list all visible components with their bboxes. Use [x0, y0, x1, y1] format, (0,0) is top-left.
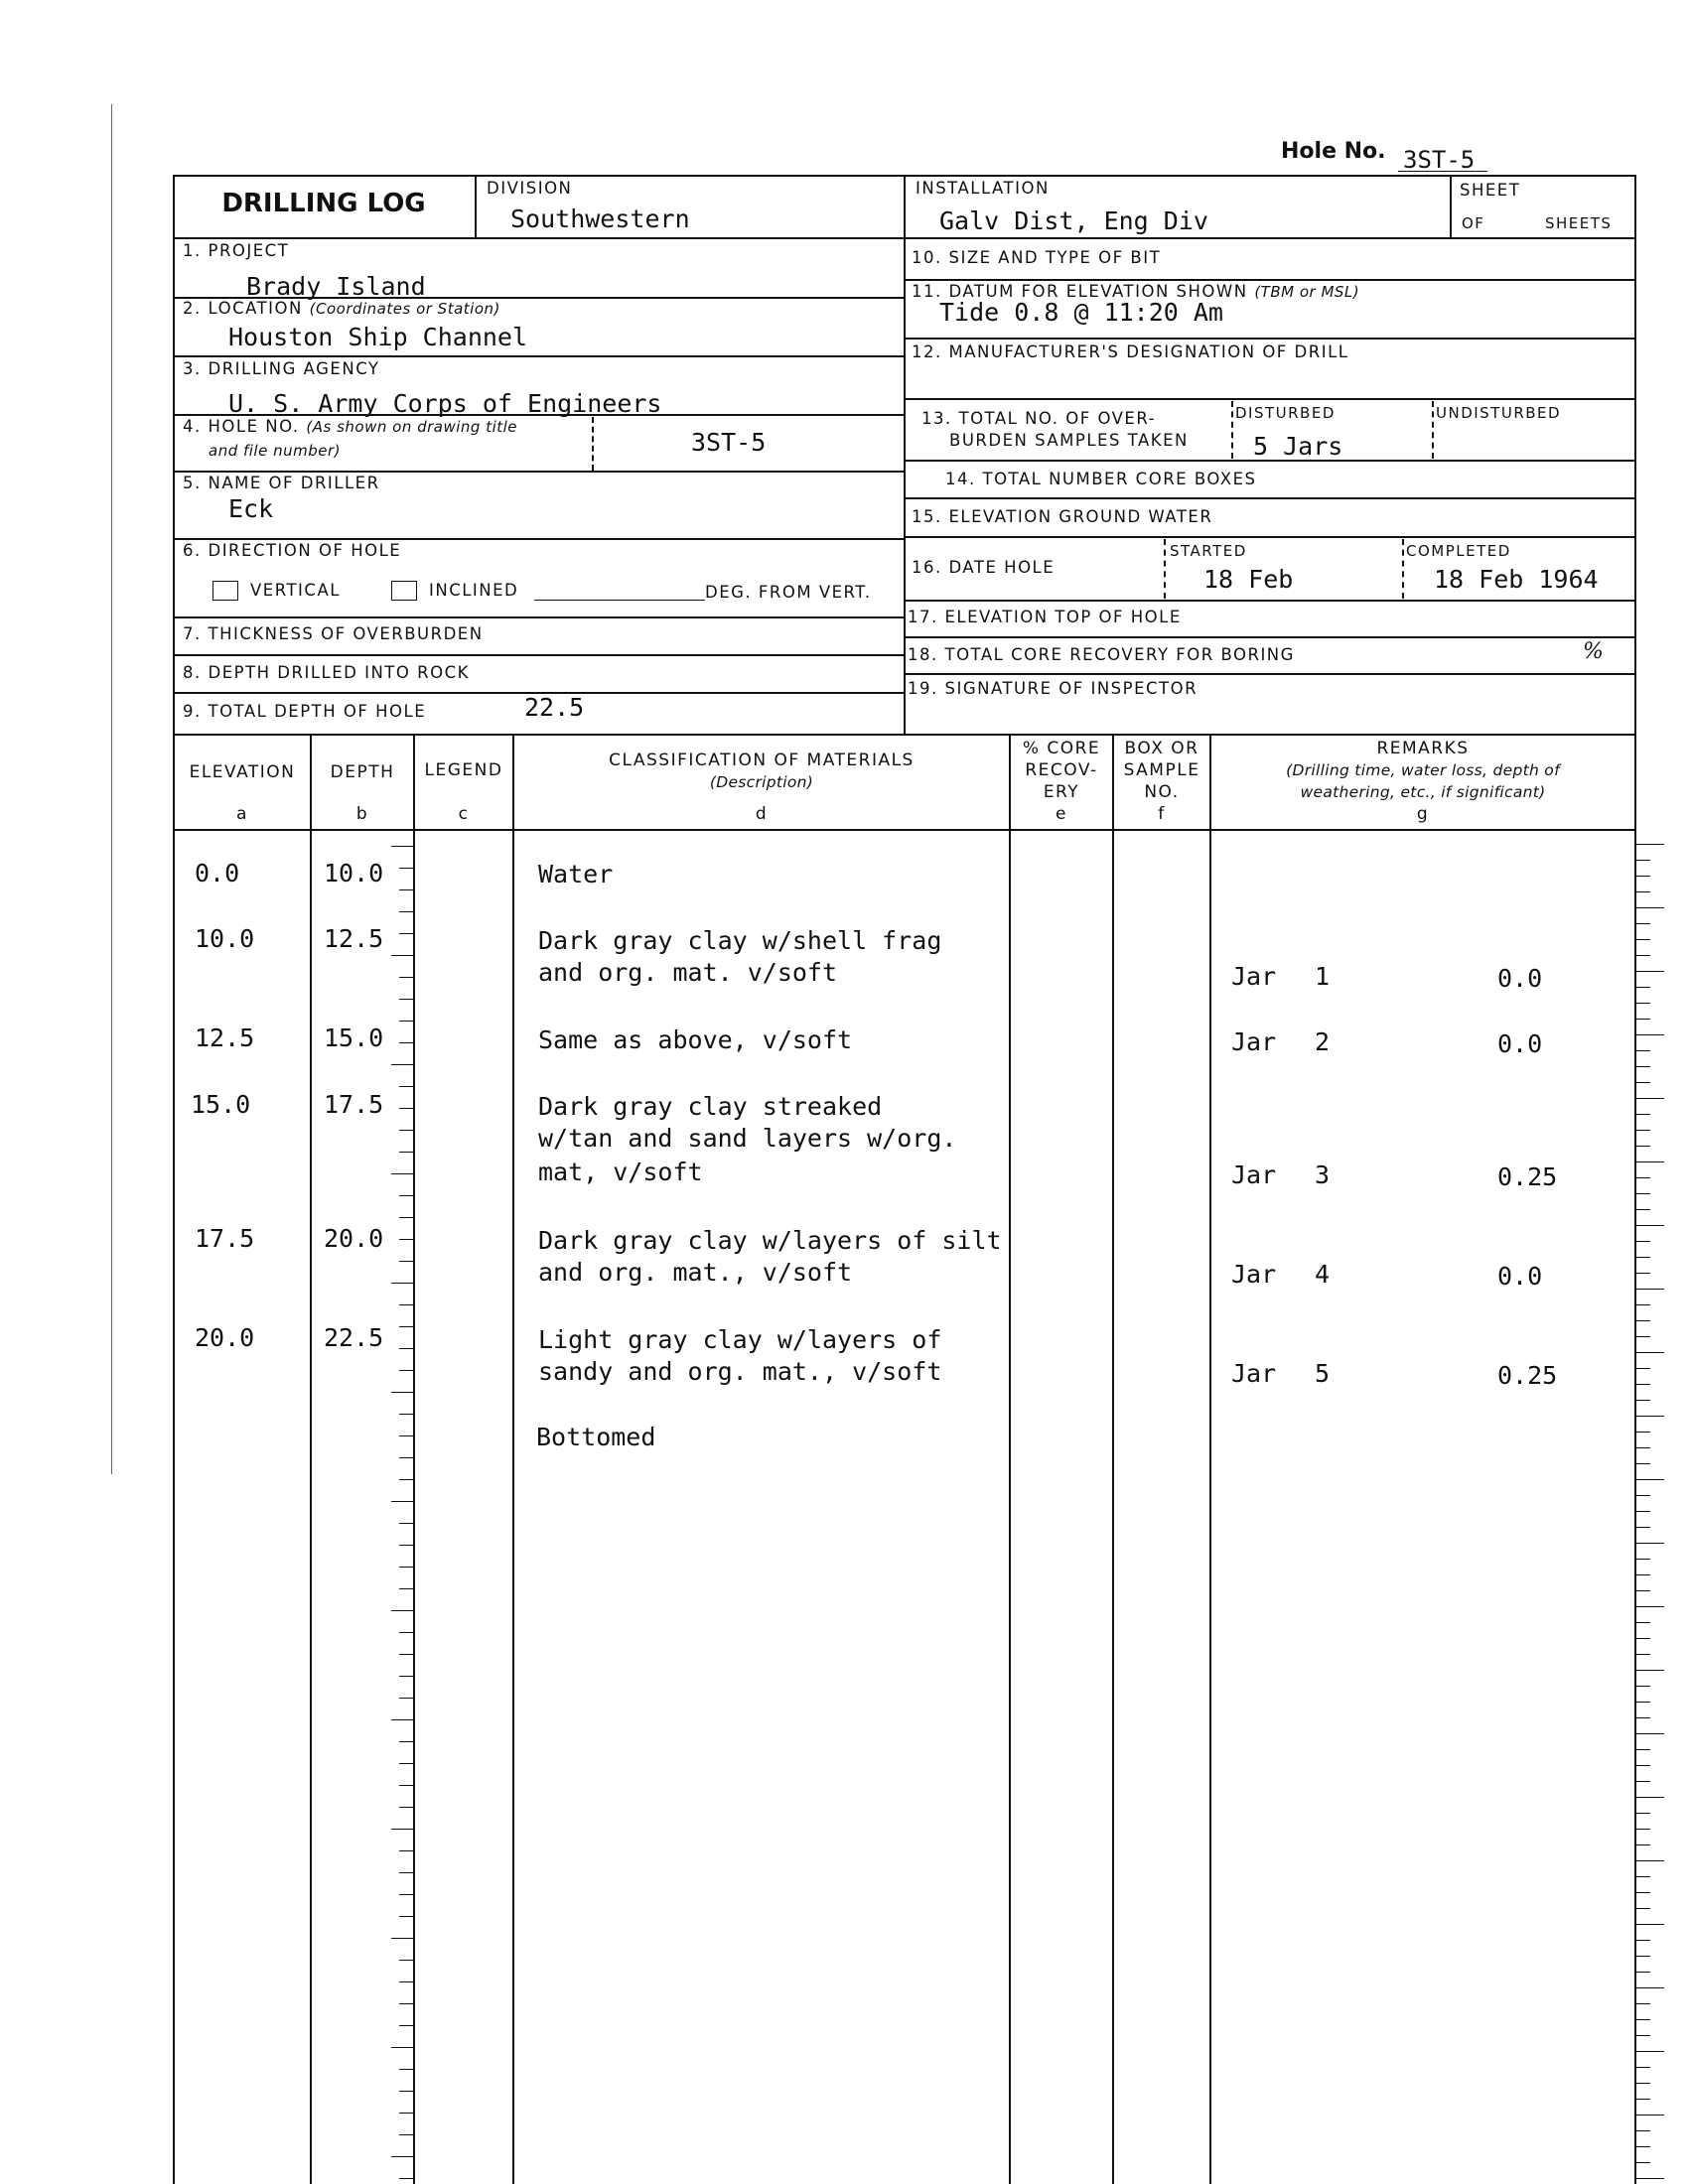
row-depth: 12.5	[324, 924, 384, 953]
ruler-tick	[1636, 1495, 1650, 1496]
ruler-tick	[1636, 876, 1650, 877]
ruler-tick	[1636, 1844, 1650, 1845]
ruler-tick	[1636, 1956, 1650, 1957]
col-classification: CLASSIFICATION OF MATERIALS	[609, 751, 915, 770]
row-jar-no: 1	[1315, 962, 1331, 991]
frame-left	[173, 175, 175, 2184]
col-classification-sub: (Description)	[709, 773, 814, 791]
ruler-tick	[1636, 971, 1664, 972]
started-value: 18 Feb	[1203, 565, 1294, 594]
ruler-tick	[1636, 1082, 1650, 1083]
ruler-tick	[1636, 1781, 1650, 1782]
depth-tick	[399, 1960, 413, 1961]
samples-label-1: 13. TOTAL NO. OF OVER-	[921, 409, 1157, 428]
depth-tick	[399, 1850, 413, 1851]
ruler-tick	[1636, 1813, 1650, 1814]
elev-top-label: 17. ELEVATION TOP OF HOLE	[908, 608, 1182, 626]
ruler-tick	[1636, 1702, 1650, 1703]
depth-tick	[399, 977, 413, 978]
depth-tick	[399, 1108, 413, 1109]
col-core-2: RECOV-	[1025, 760, 1098, 780]
ruler-tick	[1636, 2146, 1650, 2147]
bit-label: 10. SIZE AND TYPE OF BIT	[912, 248, 1162, 267]
percent-sign: %	[1583, 639, 1604, 664]
depth-tick	[399, 1414, 413, 1415]
ruler-tick	[1636, 1019, 1650, 1020]
depth-tick	[399, 1021, 413, 1022]
depth-tick	[399, 1130, 413, 1131]
ruler-tick	[1636, 1924, 1664, 1925]
ruler-tick	[1636, 2003, 1650, 2004]
depth-tick	[391, 1938, 413, 1939]
row-elevation: 17.5	[195, 1224, 255, 1253]
ruler-tick	[1636, 1940, 1650, 1941]
ruler-tick	[1636, 1193, 1650, 1194]
row-description: sandy and org. mat., v/soft	[538, 1357, 942, 1386]
row-description: Dark gray clay streaked	[538, 1092, 883, 1121]
depth-tick	[399, 1152, 413, 1153]
ruler-tick	[1636, 1892, 1650, 1893]
inclined-checkbox[interactable]	[391, 581, 417, 601]
col-elevation: ELEVATION	[189, 762, 296, 782]
ruler-tick	[1636, 2019, 1650, 2020]
disturbed-label: DISTURBED	[1235, 404, 1336, 422]
ruler-tick	[1636, 2162, 1650, 2163]
ruler-tick	[1636, 923, 1650, 924]
disturbed-value: 5 Jars	[1253, 432, 1343, 461]
row-value: 0.25	[1497, 1361, 1558, 1390]
table-header-bottom	[173, 829, 1636, 831]
row-depth: 15.0	[324, 1024, 384, 1052]
ruler-tick	[1636, 1733, 1664, 1734]
row-description: mat, v/soft	[538, 1158, 703, 1186]
row-description: and org. mat., v/soft	[538, 1258, 853, 1287]
thickness-label: 7. THICKNESS OF OVERBURDEN	[183, 624, 484, 643]
col-core-3: ERY	[1043, 782, 1080, 802]
depth-tick	[391, 1829, 413, 1830]
installation-value: Galv Dist, Eng Div	[939, 206, 1208, 235]
depth-tick	[399, 1239, 413, 1240]
row-jar: Jar	[1231, 1359, 1277, 1388]
ruler-tick	[1636, 1257, 1650, 1258]
ruler-tick	[1636, 1209, 1650, 1210]
hole-no-value: 3ST-5	[1403, 146, 1476, 174]
ruler-tick	[1636, 1717, 1650, 1718]
col-depth-letter: b	[355, 804, 369, 824]
ruler-tick	[1636, 1972, 1650, 1973]
depth-tick	[399, 2091, 413, 2092]
undisturbed-label: UNDISTURBED	[1436, 404, 1562, 422]
ruler-tick	[1636, 1543, 1664, 1544]
depth-tick	[399, 1545, 413, 1546]
ruler-tick	[1636, 2115, 1664, 2116]
ruler-tick	[1636, 987, 1650, 988]
depth-tick	[399, 1435, 413, 1436]
core-boxes-label: 14. TOTAL NUMBER CORE BOXES	[945, 470, 1257, 488]
ruler-tick	[1636, 1003, 1650, 1004]
ruler-tick	[1636, 1606, 1664, 1607]
depth-tick	[399, 1370, 413, 1371]
depth-tick	[399, 1894, 413, 1895]
depth-tick	[399, 911, 413, 912]
ruler-tick	[1636, 1463, 1650, 1464]
datum-label: 11. DATUM FOR ELEVATION SHOWN (TBM or MSL)	[912, 282, 1360, 301]
ruler-tick	[1636, 1050, 1650, 1051]
hole-no-field-value: 3ST-5	[691, 428, 767, 457]
direction-label: 6. DIRECTION OF HOLE	[183, 541, 402, 560]
depth-tick	[399, 1195, 413, 1196]
ruler-tick	[1636, 1368, 1650, 1369]
driller-value: Eck	[228, 494, 274, 523]
completed-label: COMPLETED	[1406, 542, 1511, 560]
col-legend: LEGEND	[424, 760, 503, 780]
col-core-letter: e	[1056, 804, 1067, 824]
location-value: Houston Ship Channel	[228, 323, 528, 351]
depth-tick	[399, 1981, 413, 1982]
depth-tick	[391, 1610, 413, 1611]
ruler-tick	[1636, 844, 1664, 845]
row-elevation: 20.0	[195, 1323, 255, 1352]
ruler-tick	[1636, 891, 1650, 892]
row-jar: Jar	[1231, 1027, 1277, 1056]
vertical-label: VERTICAL	[250, 581, 341, 600]
row-elevation: 10.0	[195, 924, 255, 953]
ruler-tick	[1636, 907, 1664, 908]
ruler-tick	[1636, 1987, 1664, 1988]
depth-tick	[399, 1785, 413, 1786]
row-jar-no: 3	[1315, 1160, 1331, 1189]
sheet-label: SHEET	[1460, 181, 1521, 200]
form-title: DRILLING LOG	[221, 189, 426, 218]
started-label: STARTED	[1170, 542, 1247, 560]
depth-tick	[391, 1173, 413, 1174]
ruler-tick	[1636, 1416, 1664, 1417]
project-value: Brady Island	[246, 272, 426, 301]
depth-tick	[399, 2113, 413, 2114]
ruler-tick	[1636, 1829, 1650, 1830]
ruler-tick	[1636, 1797, 1664, 1798]
agency-label: 3. DRILLING AGENCY	[183, 359, 380, 378]
row-elevation: 15.0	[191, 1090, 251, 1119]
ruler-tick	[1636, 1241, 1650, 1242]
ruler-tick	[1636, 1432, 1650, 1433]
row-value: 0.0	[1497, 964, 1543, 993]
ruler-tick	[1636, 1114, 1650, 1115]
row-jar-no: 4	[1315, 1260, 1331, 1289]
ruler-tick	[1636, 1574, 1650, 1575]
depth-tick	[391, 1064, 413, 1065]
depth-tick	[391, 1392, 413, 1393]
depth-tick	[399, 1698, 413, 1699]
col-legend-letter: c	[458, 804, 470, 824]
core-recovery-label: 18. TOTAL CORE RECOVERY FOR BORING	[908, 645, 1295, 664]
ruler-tick	[1636, 1177, 1650, 1178]
depth-tick	[399, 1916, 413, 1917]
depth-tick	[391, 1283, 413, 1284]
col-remarks: REMARKS	[1376, 739, 1470, 758]
depth-tick	[399, 1348, 413, 1349]
col-elevation-letter: a	[236, 804, 248, 824]
ruler-tick	[1636, 1638, 1650, 1639]
depth-tick	[399, 1676, 413, 1677]
depth-tick	[399, 868, 413, 869]
row-depth: 10.0	[324, 859, 384, 887]
ruler-tick	[1636, 1225, 1664, 1226]
project-label: 1. PROJECT	[183, 241, 290, 260]
ruler-tick	[1636, 1320, 1650, 1321]
ruler-tick	[1636, 1304, 1650, 1305]
row-jar: Jar	[1231, 962, 1277, 991]
depth-tick	[399, 999, 413, 1000]
division-value: Southwestern	[510, 205, 690, 233]
inspector-label: 19. SIGNATURE OF INSPECTOR	[908, 679, 1198, 698]
col-box-1: BOX OR	[1124, 739, 1199, 758]
depth-tick	[391, 2156, 413, 2157]
ruler-tick	[1636, 860, 1650, 861]
deg-label: DEG. FROM VERT.	[705, 583, 872, 602]
col-box-letter: f	[1158, 804, 1166, 824]
ruler-tick	[1636, 1400, 1650, 1401]
ruler-tick	[1636, 1860, 1664, 1861]
depth-tick	[399, 2069, 413, 2070]
inclined-label: INCLINED	[429, 581, 519, 600]
depth-tick	[399, 1217, 413, 1218]
ruler-tick	[1636, 1273, 1650, 1274]
row-description: Light gray clay w/layers of	[538, 1325, 942, 1354]
depth-tick	[399, 1304, 413, 1305]
ruler-tick	[1636, 1066, 1650, 1067]
depth-tick	[399, 2003, 413, 2004]
col-box-2: SAMPLE	[1123, 760, 1200, 780]
depth-tick	[399, 1042, 413, 1043]
ruler-tick	[1636, 1670, 1664, 1671]
depth-tick	[399, 2025, 413, 2026]
depth-tick	[391, 1719, 413, 1720]
ruler-tick	[1636, 2067, 1650, 2068]
row-value: 0.25	[1497, 1162, 1558, 1191]
row-elevation: 12.5	[195, 1024, 255, 1052]
ruler-tick	[1636, 1654, 1650, 1655]
ruler-tick	[1636, 2051, 1664, 2052]
ruler-tick	[1636, 1289, 1664, 1290]
ruler-tick	[1636, 1146, 1650, 1147]
of-label: OF	[1462, 214, 1485, 232]
ruler-tick	[1636, 1876, 1650, 1877]
depth-tick	[391, 1501, 413, 1502]
depth-tick	[399, 2134, 413, 2135]
division-label: DIVISION	[487, 179, 573, 198]
ground-water-label: 15. ELEVATION GROUND WATER	[912, 507, 1213, 526]
hole-no-label: Hole No.	[1281, 139, 1386, 164]
depth-tick	[399, 1479, 413, 1480]
ruler-tick	[1636, 1352, 1664, 1353]
row-description: w/tan and sand layers w/org.	[538, 1124, 957, 1153]
col-depth: DEPTH	[330, 762, 395, 782]
ruler-tick	[1636, 1749, 1650, 1750]
row-value: 0.0	[1497, 1262, 1543, 1291]
location-label: 2. LOCATION (Coordinates or Station)	[183, 299, 500, 318]
row-jar: Jar	[1231, 1160, 1277, 1189]
ruler-tick	[1636, 1336, 1650, 1337]
ruler-tick	[1636, 2099, 1650, 2100]
depth-tick	[399, 1326, 413, 1327]
row-description: Dark gray clay w/layers of silt	[538, 1226, 1002, 1255]
ruler-tick	[1636, 2035, 1650, 2036]
depth-rock-label: 8. DEPTH DRILLED INTO ROCK	[183, 663, 470, 682]
depth-tick	[399, 1872, 413, 1873]
depth-tick	[399, 1632, 413, 1633]
row-elevation: 0.0	[195, 859, 240, 887]
depth-tick	[399, 889, 413, 890]
ruler-tick	[1636, 1559, 1650, 1560]
row-value: 0.0	[1497, 1029, 1543, 1058]
agency-value: U. S. Army Corps of Engineers	[228, 389, 662, 418]
col-remarks-sub-1: (Drilling time, water loss, depth of	[1286, 761, 1560, 779]
driller-label: 5. NAME OF DRILLER	[183, 474, 380, 492]
total-depth-value: 22.5	[524, 693, 585, 722]
ruler-tick	[1636, 1034, 1664, 1035]
depth-tick	[391, 846, 413, 847]
samples-label-2: BURDEN SAMPLES TAKEN	[949, 431, 1189, 450]
row-depth: 17.5	[324, 1090, 384, 1119]
ruler-tick	[1636, 1447, 1650, 1448]
depth-tick	[399, 2178, 413, 2179]
depth-tick	[399, 933, 413, 934]
row-description: Dark gray clay w/shell frag	[538, 926, 942, 955]
completed-value: 18 Feb 1964	[1434, 565, 1599, 594]
row-description: Same as above, v/soft	[538, 1025, 853, 1054]
ruler-tick	[1636, 2083, 1650, 2084]
ruler-tick	[1636, 1098, 1664, 1099]
col-box-3: NO.	[1144, 782, 1180, 802]
row-depth: 22.5	[324, 1323, 384, 1352]
ruler-tick	[1636, 2130, 1650, 2131]
ruler-tick	[1636, 1384, 1650, 1385]
row-description: and org. mat. v/soft	[538, 958, 838, 987]
sheets-label: SHEETS	[1545, 214, 1613, 232]
ruler-tick	[1636, 1622, 1650, 1623]
depth-tick	[399, 1523, 413, 1524]
row-depth: 20.0	[324, 1224, 384, 1253]
table-top	[173, 734, 1636, 736]
col-remarks-letter: g	[1416, 804, 1430, 824]
hole-no-field-hint: and file number)	[209, 442, 341, 460]
depth-tick	[391, 955, 413, 956]
ruler-tick	[1636, 1908, 1650, 1909]
ruler-tick	[1636, 1590, 1650, 1591]
row-jar-no: 2	[1315, 1027, 1331, 1056]
ruler-tick	[1636, 2178, 1664, 2179]
ruler-tick	[1636, 1161, 1664, 1162]
hole-no-field-label: 4. HOLE NO. (As shown on drawing title	[183, 417, 518, 436]
col-classification-letter: d	[755, 804, 769, 824]
row-description: Water	[538, 860, 614, 888]
ruler-tick	[1636, 939, 1650, 940]
ruler-tick	[1636, 1527, 1650, 1528]
vertical-checkbox[interactable]	[212, 581, 238, 601]
date-hole-label: 16. DATE HOLE	[912, 558, 1056, 577]
manufacturer-label: 12. MANUFACTURER'S DESIGNATION OF DRILL	[912, 342, 1349, 361]
hole-no-underline	[1398, 171, 1487, 172]
datum-value: Tide 0.8 @ 11:20 Am	[939, 298, 1223, 327]
ruler-tick	[1636, 1130, 1650, 1131]
depth-tick	[399, 1567, 413, 1568]
ruler-tick	[1636, 955, 1650, 956]
ruler-tick	[1636, 1765, 1650, 1766]
ruler-tick	[1636, 1686, 1650, 1687]
depth-tick	[399, 1654, 413, 1655]
depth-tick	[399, 1457, 413, 1458]
depth-tick	[399, 1261, 413, 1262]
depth-tick	[399, 1763, 413, 1764]
col-remarks-sub-2: weathering, etc., if significant)	[1300, 783, 1546, 801]
depth-tick	[399, 1807, 413, 1808]
center-divider	[904, 175, 906, 735]
ruler-tick	[1636, 1511, 1650, 1512]
installation-label: INSTALLATION	[916, 179, 1050, 198]
margin-line	[111, 104, 112, 1474]
col-core-1: % CORE	[1022, 739, 1101, 758]
depth-tick	[399, 1086, 413, 1087]
depth-tick	[399, 1741, 413, 1742]
depth-tick	[391, 2047, 413, 2048]
bottomed-text: Bottomed	[536, 1423, 656, 1451]
row-jar: Jar	[1231, 1260, 1277, 1289]
total-depth-label: 9. TOTAL DEPTH OF HOLE	[183, 702, 427, 721]
depth-tick	[399, 1588, 413, 1589]
row-jar-no: 5	[1315, 1359, 1331, 1388]
ruler-tick	[1636, 1479, 1664, 1480]
